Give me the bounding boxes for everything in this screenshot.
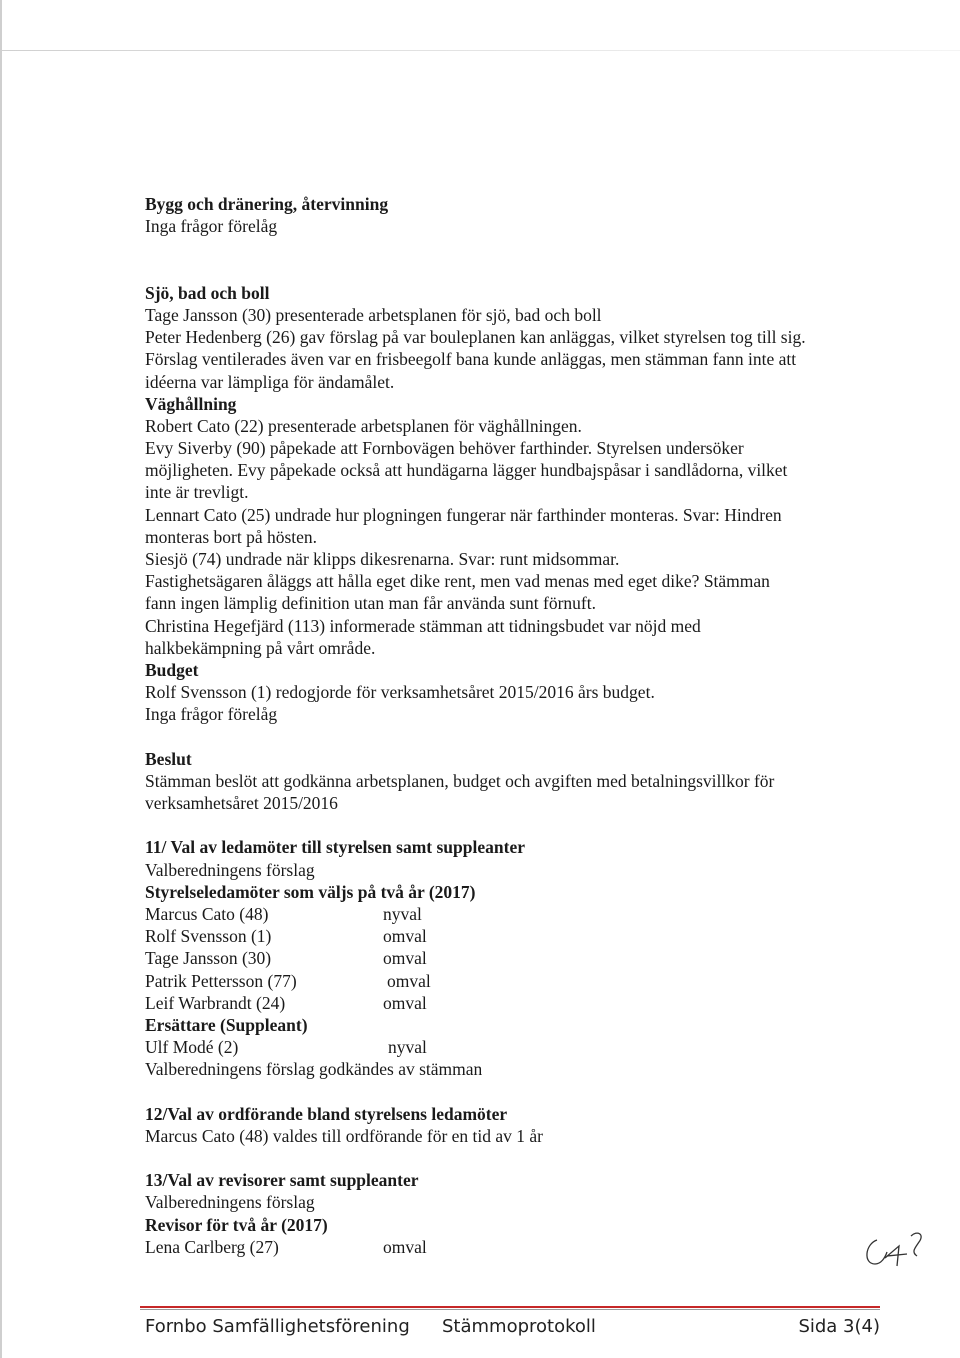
section-heading-val12: 12/Val av ordförande bland styrelsens ledamöter (145, 1103, 508, 1124)
paragraph-line: Peter Hedenberg (26) gav förslag på var bouleplanen kan anläggas, vilket styrelsen tog till sig. (145, 327, 806, 348)
paragraph-line: Fastighetsägaren åläggs att hålla eget dike rent, men vad menas med eget dike? Stämman (145, 571, 770, 592)
paragraph-line: Förslag ventilerades även var en frisbeegolf bana kunde anläggas, men stämman fann inte att (145, 349, 797, 370)
member-name: Rolf Svensson (1) (145, 926, 272, 947)
section-heading-val13: 13/Val av revisorer samt suppleanter (145, 1170, 419, 1191)
handwritten-initials-signature (855, 1222, 935, 1272)
scan-top-line (0, 50, 960, 51)
paragraph-line: Valberedningens förslag godkändes av stämman (145, 1059, 483, 1080)
paragraph-line: monteras bort på hösten. (145, 526, 318, 547)
subheading-substitutes: Ersättare (Suppleant) (145, 1014, 308, 1035)
member-name: Patrik Pettersson (77) (145, 970, 297, 991)
paragraph-line: verksamhetsåret 2015/2016 (145, 793, 338, 814)
member-name: Lena Carlberg (27) (145, 1236, 279, 1257)
paragraph-line: fann ingen lämplig definition utan man får använda sunt förnuft. (145, 593, 596, 614)
member-status: nyval (388, 1037, 427, 1058)
paragraph-line: halkbekämpning på vårt område. (145, 637, 376, 658)
paragraph-line: Inga frågor förelåg (145, 704, 278, 725)
footer-page-number: Sida 3(4) (798, 1316, 880, 1337)
member-name: Marcus Cato (48) (145, 904, 269, 924)
paragraph-line: Lennart Cato (25) undrade hur plogningen fungerar när farthinder monteras. Svar: Hindren (145, 504, 782, 525)
footer-document-title: Stämmoprotokoll (442, 1316, 596, 1337)
section-heading-val11: 11/ Val av ledamöter till styrelsen samt suppleanter (145, 837, 525, 858)
section-heading-sjo: Sjö, bad och boll (145, 282, 270, 303)
member-row (145, 903, 885, 925)
paragraph-line: Valberedningens förslag (145, 859, 315, 880)
paragraph-line: Valberedningens förslag (145, 1192, 315, 1213)
paragraph-line: idéerna var lämpliga för ändamålet. (145, 371, 395, 392)
member-row (145, 970, 885, 992)
paragraph-line: Evy Siverby (90) påpekade att Fornbovägen behöver farthinder. Styrelsen undersöker (145, 438, 744, 459)
paragraph-line: Inga frågor förelåg (145, 216, 278, 237)
member-row (145, 947, 885, 969)
page-footer (145, 1316, 880, 1342)
member-status: omval (383, 1236, 427, 1257)
member-row (145, 1236, 885, 1258)
member-status: nyval (383, 904, 422, 924)
member-name: Leif Warbrandt (24) (145, 992, 286, 1013)
paragraph-line: Marcus Cato (48) valdes till ordförande för en tid av 1 år (145, 1125, 543, 1146)
member-row (145, 925, 885, 947)
paragraph-line: möjligheten. Evy påpekade också att hundägarna lägger hundbajspåsar i sandlådorna, vilket (145, 460, 788, 481)
paragraph-line: Stämman beslöt att godkänna arbetsplanen, budget och avgiften med betalningsvillkor för (145, 770, 775, 791)
member-status: omval (383, 948, 427, 969)
section-heading-budget: Budget (145, 659, 199, 680)
member-row (145, 992, 885, 1014)
footer-rule-secondary (140, 1309, 880, 1310)
paragraph-line: Siesjö (74) undrade när klipps dikesrenarna. Svar: runt midsommar. (145, 549, 620, 569)
member-row (145, 1036, 885, 1058)
subheading-board-members: Styrelseledamöter som väljs på två år (2017) (145, 881, 476, 902)
paragraph-line: Tage Jansson (30) presenterade arbetsplanen för sjö, bad och boll (145, 304, 602, 325)
section-heading-vaghallning: Väghållning (145, 393, 237, 414)
member-status: omval (383, 992, 427, 1013)
section-heading-bygg: Bygg och dränering, återvinning (145, 194, 389, 214)
member-status: omval (383, 926, 427, 947)
member-status: omval (387, 970, 431, 991)
scan-edge (0, 0, 2, 1358)
subheading-auditor: Revisor för två år (2017) (145, 1214, 328, 1235)
member-name: Ulf Modé (2) (145, 1037, 239, 1058)
paragraph-line: inte är trevligt. (145, 482, 249, 503)
paragraph-line: Rolf Svensson (1) redogjorde för verksamhetsåret 2015/2016 års budget. (145, 682, 655, 703)
paragraph-line: Robert Cato (22) presenterade arbetsplanen för väghållningen. (145, 415, 582, 436)
footer-rule (140, 1306, 880, 1308)
member-name: Tage Jansson (30) (145, 948, 272, 969)
section-heading-beslut: Beslut (145, 748, 192, 769)
footer-organization: Fornbo Samfällighetsförening (145, 1316, 410, 1337)
document-body (145, 193, 885, 1258)
paragraph-line: Christina Hegefjärd (113) informerade stämman att tidningsbudet var nöjd med (145, 615, 701, 636)
